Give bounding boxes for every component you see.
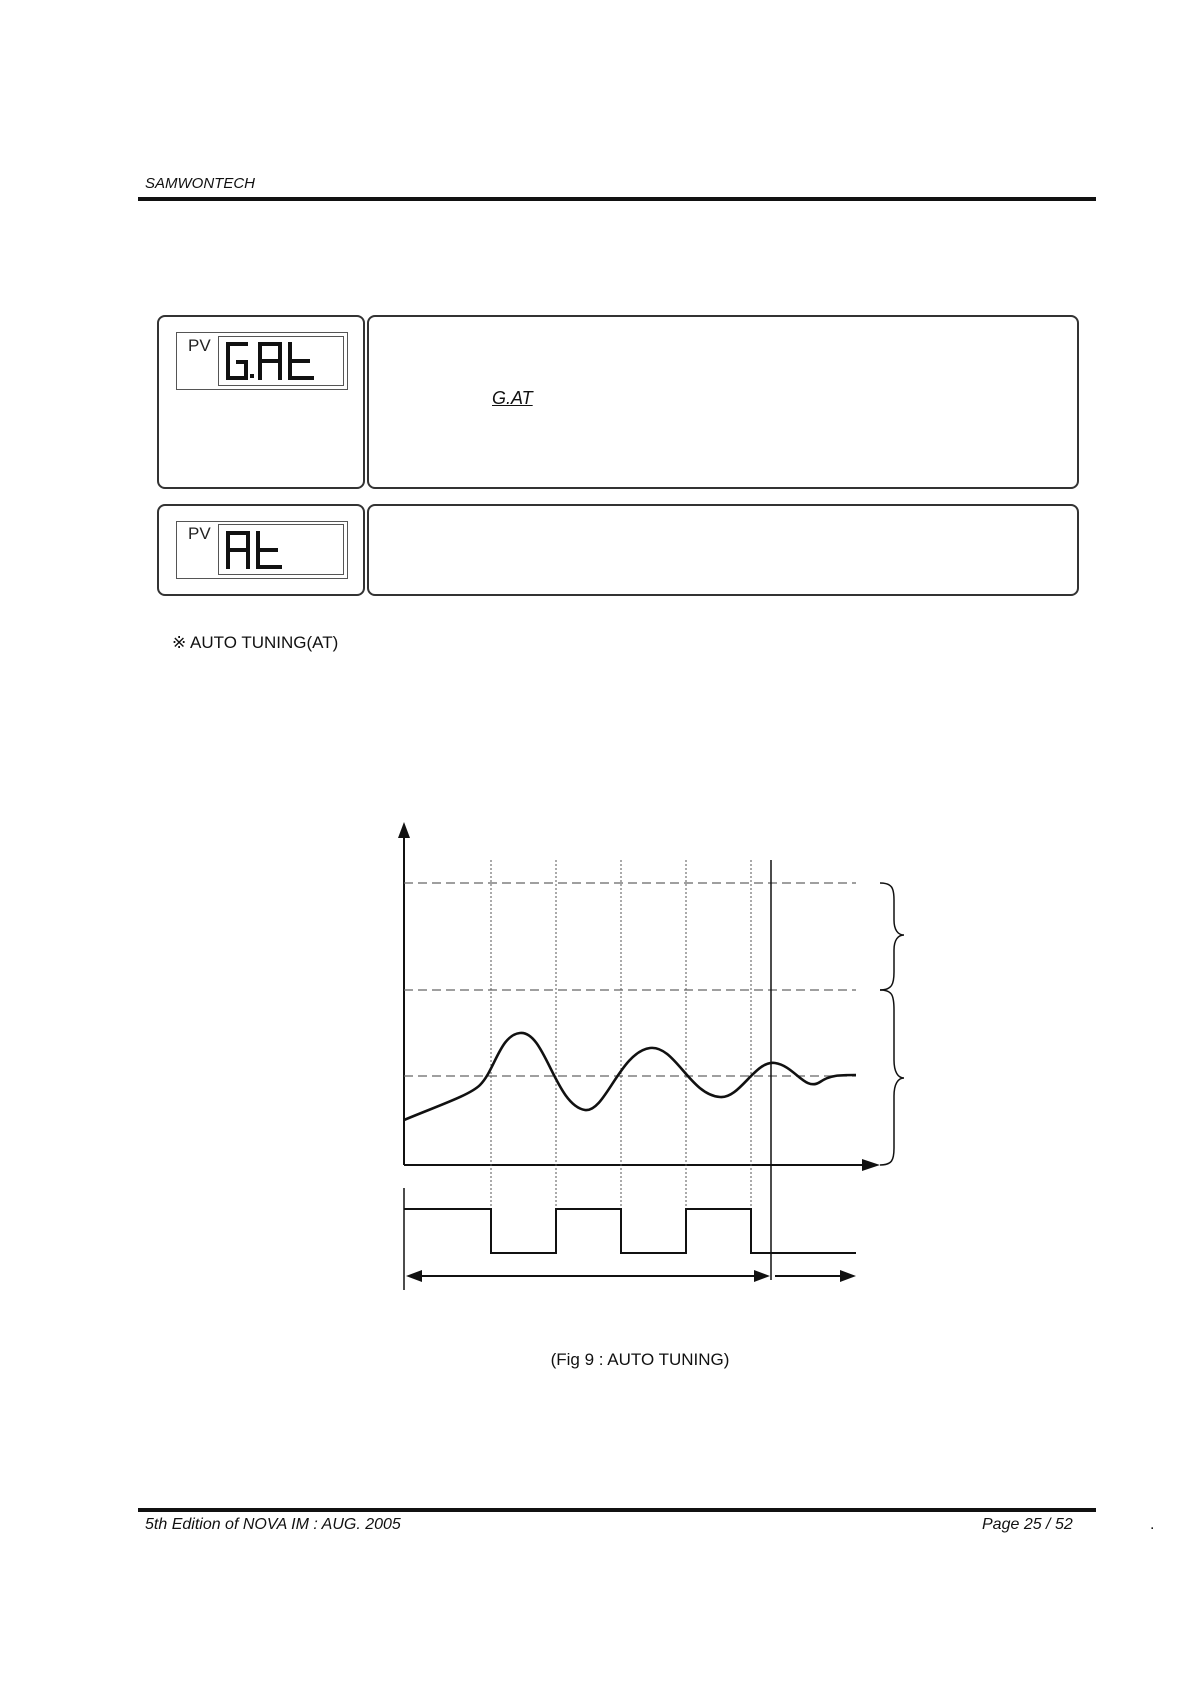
x-axis-arrow (862, 1159, 880, 1171)
duration-arrow-left-head (406, 1270, 422, 1282)
gat-seven-segment-readout (224, 340, 334, 382)
lower-brace (880, 990, 904, 1165)
auto-tuning-figure (380, 820, 920, 1310)
gat-pv-label: PV (188, 336, 211, 355)
figure-caption: (Fig 9 : AUTO TUNING) (550, 1350, 730, 1369)
auto-tuning-note: ※ AUTO TUNING(AT) (172, 633, 339, 652)
footer-edition: 5th Edition of NOVA IM : AUG. 2005 (145, 1516, 401, 1533)
control-output-wave (404, 1209, 856, 1253)
y-axis-arrow (398, 822, 410, 838)
gat-reference-link[interactable]: G.AT (492, 388, 533, 408)
at-description-panel (367, 504, 1079, 596)
at-pv-label: PV (188, 524, 211, 543)
header-rule (138, 197, 1096, 201)
footer-dot: . (1150, 1516, 1155, 1533)
header-company: SAMWONTECH (145, 175, 255, 192)
at-seven-segment-readout (224, 529, 304, 571)
duration-arrow-right-head (840, 1270, 856, 1282)
footer-page-number: Page 25 / 52 (982, 1516, 1073, 1533)
duration-arrow-mid-head (754, 1270, 770, 1282)
footer-rule (138, 1508, 1096, 1512)
cycle-dividers (491, 860, 751, 1250)
figure-axes (404, 834, 872, 1165)
upper-brace (880, 883, 904, 990)
reference-lines (404, 883, 856, 1076)
gat-description-panel (367, 315, 1079, 489)
